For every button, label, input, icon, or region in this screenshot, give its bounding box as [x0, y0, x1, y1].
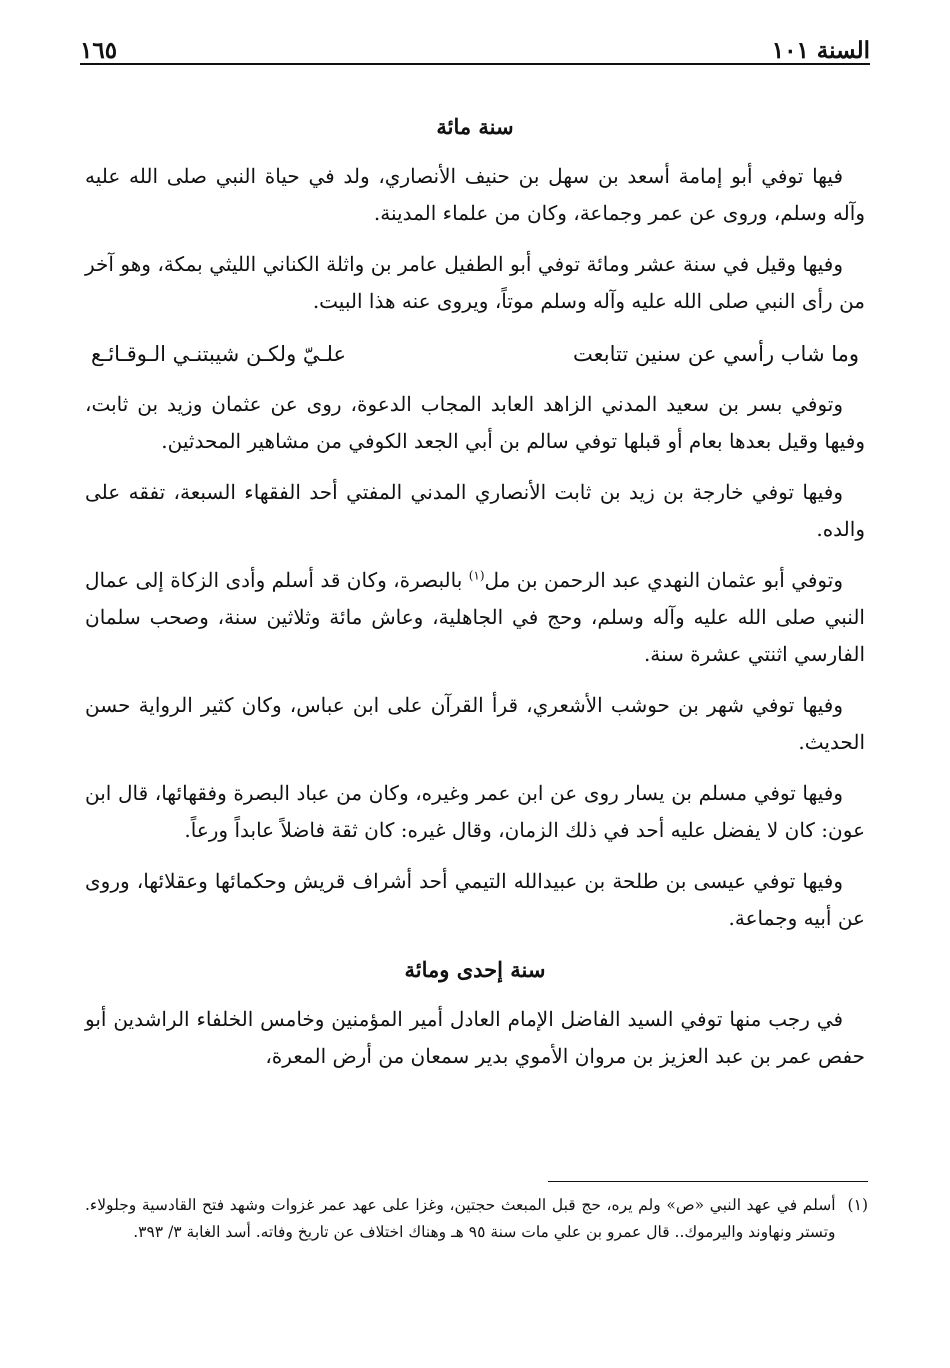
main-text	[85, 108, 865, 1089]
paragraph-muslim-ibn-yasar: وفيها توفي مسلم بن يسار روى عن ابن عمر وغيره، وكان من عباد البصرة وفقهائها، قال ابن عون: كان لا يفضل عليه أحد في ذلك الزمان، وقال غيره: كان ثقة فاضلاً عابداً ورعاً.	[85, 781, 865, 842]
running-head-title: السنة ١٠١	[771, 37, 870, 64]
nahdi-text-end: بالبصرة، وكان قد أسلم وأدى الزكاة إلى عمال النبي صلى الله عليه وآله وسلم، وحج في الجاهلية، وعاش مائة وثلاثين سنة، وصحب سلمان الفارسي اثنتي عشرة سنة.	[85, 568, 865, 666]
footnote-text: أسلم في عهد النبي «ص» ولم يره، حج قبل المبعث حجتين، وغزا على عهد عمر غزوات وشهد فتح القادسية وجلولاء. وتستر ونهاوند واليرموك.. قال عمرو بن علي مات سنة ٩٥ هـ وهناك اختلاف عن تاريخ وفاته. أسد الغابة ٣/ ٣٩٣.	[85, 1196, 836, 1241]
section-title-year-101: سنة إحدى ومائة	[404, 957, 546, 982]
footnote-number: (١)	[847, 1196, 868, 1214]
paragraph-abu-uthman-nahdi	[85, 562, 865, 673]
header-divider	[80, 63, 870, 65]
footnote-divider	[548, 1181, 868, 1182]
section-title-year-100: سنة مائة	[436, 114, 514, 139]
verse-first-hemistich: وما شاب رأسي عن سنين تتابعت	[573, 342, 859, 366]
poetry-verse	[85, 334, 865, 374]
paragraph-busr-ibn-said: وتوفي بسر بن سعيد المدني الزاهد العابد المجاب الدعوة، روى عن عثمان وزيد بن ثابت، وفيها وقيل بعدها بعام أو قبلها توفي سالم بن أبي الجعد الكوفي من مشاهير المحدثين.	[85, 392, 865, 453]
paragraph-kharija: وفيها توفي خارجة بن زيد بن ثابت الأنصاري المدني المفتي أحد الفقهاء السبعة، تفقه على والده.	[85, 480, 865, 541]
nahdi-text-start: وتوفي أبو عثمان النهدي عبد الرحمن بن مل	[484, 568, 843, 592]
running-head	[80, 28, 870, 64]
paragraph-umar-ibn-abd-al-aziz: في رجب منها توفي السيد الفاضل الإمام العادل أمير المؤمنين وخامس الخلفاء الراشدين أبو حفص عمر بن عبد العزيز بن مروان الأموي بدير سمعان من أرض المعرة،	[85, 1007, 865, 1068]
footnote	[85, 1192, 868, 1246]
page-number: ١٦٥	[80, 37, 118, 64]
footnote-reference[interactable]: (١)	[468, 568, 485, 583]
paragraph-isa-ibn-talha: وفيها توفي عيسى بن طلحة بن عبيدالله التيمي أحد أشراف قريش وحكمائها وعقلائها، وروى عن أبيه وجماعة.	[85, 869, 865, 930]
paragraph-abu-umama: فيها توفي أبو إمامة أسعد بن سهل بن حنيف الأنصاري، ولد في حياة النبي صلى الله عليه وآله وسلم، وروى عن عمر وجماعة، وكان من علماء المدينة.	[85, 164, 865, 225]
paragraph-abu-tufail: وفيها وقيل في سنة عشر ومائة توفي أبو الطفيل عامر بن واثلة الكناني الليثي بمكة، وهو آخر من رأى النبي صلى الله عليه وآله وسلم موتاً، ويروى عنه هذا البيت.	[85, 252, 865, 313]
paragraph-shahr-ibn-hawshab: وفيها توفي شهر بن حوشب الأشعري، قرأ القرآن على ابن عباس، وكان كثير الرواية حسن الحديث.	[85, 693, 865, 754]
verse-second-hemistich: علـيّ ولكـن شيبتنـي الـوقـائـع	[91, 342, 347, 366]
